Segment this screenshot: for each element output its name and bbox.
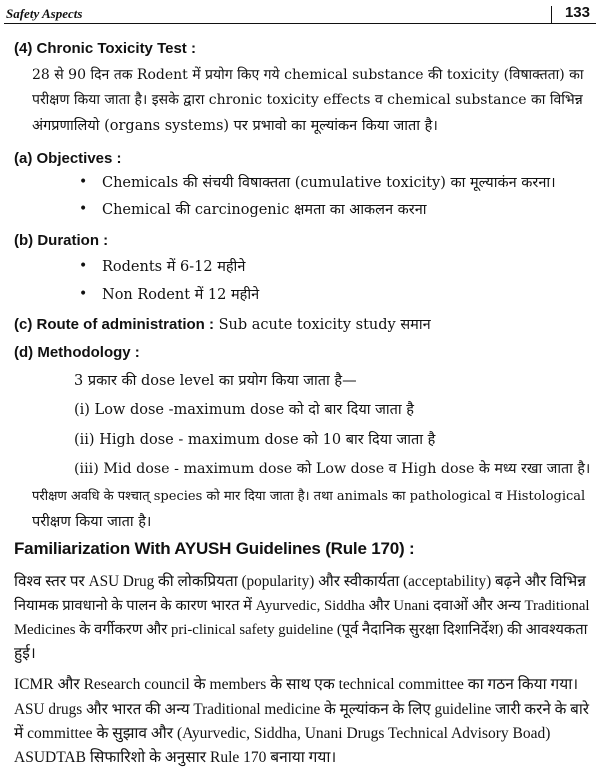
paragraph-line: ASUDTAB सिफारिशो के अनुसार Rule 170 बनाया गया।	[14, 749, 337, 766]
intro-line: 28 से 90 दिन तक Rodent में प्रयोग किए गये chemical substance की toxicity (विषाक्तता) का	[32, 67, 584, 83]
dose-item: (ii) High dose - maximum dose को 10 बार दिया जाता है	[74, 432, 436, 448]
paragraph-line: विश्व स्तर पर ASU Drug की लोकप्रियता (popularity) और स्वीकार्यता (acceptability) बढ़ने और विभिन्न	[14, 573, 586, 590]
bullet: •	[79, 174, 88, 190]
paragraph-line: में committee के सुझाव और (Ayurvedic, Siddha, Unani Drugs Technical Advisory Boad)	[14, 725, 551, 742]
route-line	[14, 316, 431, 334]
route-text: Sub acute toxicity study समान	[218, 317, 431, 333]
closing-line: परीक्षण किया जाता है।	[32, 514, 152, 530]
paragraph-line: हुई।	[14, 645, 36, 662]
list-item: Chemicals की संचयी विषाक्तता (cumulative toxicity) का मूल्याकंन करना।	[102, 175, 556, 191]
header-rule	[4, 23, 596, 24]
paragraph-line: नियामक प्रावधानो के पालन के कारण भारत में Ayurvedic, Siddha और Unani दवाओं और अन्य Traditional	[14, 598, 590, 614]
intro-line: परीक्षण किया जाता है। इसके द्वारा chronic toxicity effects व chemical substance का विभिन्न	[32, 92, 583, 108]
header-divider-tick	[551, 6, 552, 23]
list-item: Chemical की carcinogenic क्षमता का आकलन करना	[102, 202, 427, 218]
intro-line: अंगप्रणालियो (organs systems) पर प्रभावो का मूल्यांकन किया जाता है।	[32, 118, 438, 134]
bullet: •	[79, 258, 88, 274]
dose-item: (iii) Mid dose - maximum dose को Low dose व High dose के मध्य रखा जाता है।	[74, 461, 591, 477]
paragraph-line: ICMR और Research council के members के साथ एक technical committee का गठन किया गया।	[14, 676, 579, 693]
subheading-objectives: (a) Objectives :	[14, 150, 122, 167]
subheading-duration: (b) Duration :	[14, 232, 109, 249]
paragraph-line: Medicines के वर्गीकरण और pri-clinical safety guideline (पूर्व नैदानिक सुरक्षा दिशानिर्देश) की आवश्यकता	[14, 622, 588, 638]
list-item: Rodents में 6-12 महीने	[102, 259, 246, 275]
closing-line: परीक्षण अवधि के पश्चात् species को मार दिया जाता है। तथा animals का pathological व Histological	[32, 489, 586, 504]
page-number: 133	[564, 4, 590, 21]
section-heading-chronic-toxicity: (4) Chronic Toxicity Test :	[14, 40, 196, 57]
methodology-intro: 3 प्रकार की dose level का प्रयोग किया जाता है—	[74, 373, 357, 389]
section-title-ayush: Familiarization With AYUSH Guidelines (Rule 170) :	[14, 539, 415, 558]
bullet: •	[79, 201, 88, 217]
list-item: Non Rodent में 12 महीने	[102, 287, 260, 303]
bullet: •	[79, 286, 88, 302]
running-head: Safety Aspects	[6, 6, 83, 21]
dose-item: (i) Low dose -maximum dose को दो बार दिया जाता है	[74, 402, 414, 418]
subheading-route: (c) Route of administration :	[14, 316, 214, 333]
subheading-methodology: (d) Methodology :	[14, 344, 140, 361]
paragraph-line: ASU drugs और भारत की अन्य Traditional medicine के मूल्यांकन के लिए guideline जारी करने के बारे	[14, 701, 590, 718]
